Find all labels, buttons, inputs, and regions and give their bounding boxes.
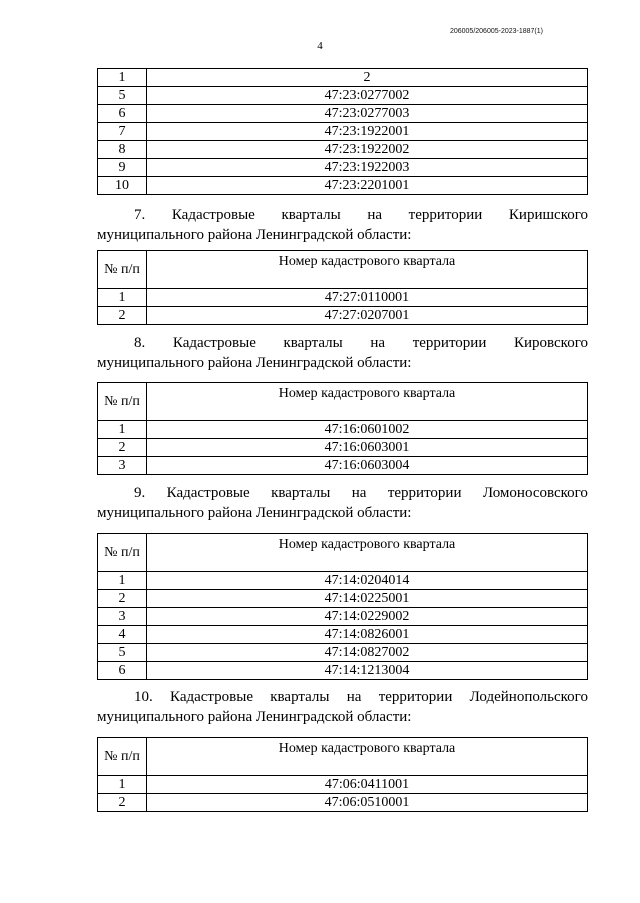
table-row: [98, 439, 588, 457]
cadastral-number: 47:23:1922003: [147, 159, 588, 177]
cadastral-number: 47:27:0110001: [147, 289, 588, 307]
row-number: 8: [98, 141, 147, 159]
cadastral-number: 47:16:0601002: [147, 421, 588, 439]
heading-word: на: [370, 335, 386, 351]
column-title-header: Номер кадастрового квартала: [147, 251, 588, 289]
row-number: 2: [98, 307, 147, 325]
table-header-row: [98, 534, 588, 572]
table-row: [98, 421, 588, 439]
heading-word: кварталы: [271, 485, 331, 501]
heading-word: территории: [408, 207, 483, 223]
cadastral-number: 47:23:0277002: [147, 87, 588, 105]
row-number: 2: [98, 439, 147, 457]
cadastral-number: 47:23:1922001: [147, 123, 588, 141]
table-row: [98, 590, 588, 608]
section-number: 7.: [134, 207, 146, 223]
row-number: 4: [98, 626, 147, 644]
heading-word: на: [346, 689, 362, 705]
heading-word: территории: [378, 689, 453, 705]
column-number-header: № п/п: [98, 383, 147, 421]
heading-word: Лодейнопольского: [469, 689, 588, 705]
row-number: 3: [98, 457, 147, 475]
table-row: [98, 776, 588, 794]
section-9-table: [97, 533, 588, 680]
heading-word: Кадастровые: [170, 689, 253, 705]
cadastral-number: 47:23:1922002: [147, 141, 588, 159]
column-number-header: № п/п: [98, 534, 147, 572]
column-number-header: № п/п: [98, 251, 147, 289]
table-header-row: [98, 69, 588, 87]
heading-word: кварталы: [283, 335, 343, 351]
heading-word: на: [351, 485, 367, 501]
heading-word: Кадастровые: [171, 207, 255, 223]
table-row: [98, 307, 588, 325]
cadastral-number: 47:16:0603004: [147, 457, 588, 475]
section-7-table: [97, 250, 588, 325]
table-row: [98, 662, 588, 680]
table-row: [98, 457, 588, 475]
section-9-heading: [97, 483, 588, 523]
heading-line-2: муниципального района Ленинградской области:: [97, 505, 412, 521]
column-number-header: № п/п: [98, 738, 147, 776]
table-header-row: [98, 383, 588, 421]
heading-word: на: [367, 207, 383, 223]
table-row: [98, 626, 588, 644]
row-number: 5: [98, 87, 147, 105]
heading-line-2: муниципального района Ленинградской области:: [97, 355, 412, 371]
heading-word: Кадастровые: [166, 485, 250, 501]
heading-word: территории: [412, 335, 487, 351]
section-7-heading: [97, 205, 588, 245]
row-number: 2: [98, 590, 147, 608]
cadastral-number: 47:23:0277003: [147, 105, 588, 123]
row-number: 2: [98, 794, 147, 812]
column-title-header: Номер кадастрового квартала: [147, 534, 588, 572]
table-header-row: [98, 251, 588, 289]
table-row: [98, 87, 588, 105]
page-number: 4: [317, 40, 323, 52]
section-10-heading: [97, 687, 588, 727]
table-row: [98, 141, 588, 159]
continued-table: [97, 68, 588, 195]
cadastral-number: 47:14:0225001: [147, 590, 588, 608]
heading-word: кварталы: [281, 207, 341, 223]
table-row: [98, 608, 588, 626]
row-number: 1: [98, 289, 147, 307]
section-8-table: [97, 382, 588, 475]
heading-line-2: муниципального района Ленинградской области:: [97, 227, 412, 243]
table-row: [98, 177, 588, 195]
table-row: [98, 572, 588, 590]
cadastral-number: 47:06:0411001: [147, 776, 588, 794]
heading-word: территории: [387, 485, 462, 501]
table-row: [98, 289, 588, 307]
cadastral-number: 47:14:1213004: [147, 662, 588, 680]
row-number: 1: [98, 776, 147, 794]
table-row: [98, 644, 588, 662]
cadastral-number: 47:14:0826001: [147, 626, 588, 644]
cadastral-number: 47:06:0510001: [147, 794, 588, 812]
section-number: 10.: [134, 689, 153, 705]
heading-word: Кадастровые: [172, 335, 256, 351]
section-number: 8.: [134, 335, 146, 351]
table-row: [98, 105, 588, 123]
cadastral-number: 47:16:0603001: [147, 439, 588, 457]
row-number: 6: [98, 662, 147, 680]
row-number: 6: [98, 105, 147, 123]
table-header-row: [98, 738, 588, 776]
column-title-header: Номер кадастрового квартала: [147, 738, 588, 776]
row-number: 5: [98, 644, 147, 662]
section-number: 9.: [134, 485, 146, 501]
row-number: 1: [98, 572, 147, 590]
row-number: 7: [98, 123, 147, 141]
heading-word: Ломоносовского: [482, 485, 588, 501]
table-row: [98, 794, 588, 812]
table-row: [98, 123, 588, 141]
heading-word: Кировского: [514, 335, 588, 351]
column-title-header: Номер кадастрового квартала: [147, 383, 588, 421]
section-8-heading: [97, 333, 588, 373]
cadastral-number: 47:27:0207001: [147, 307, 588, 325]
table-row: [98, 159, 588, 177]
cadastral-number: 47:14:0827002: [147, 644, 588, 662]
column-value-header: 2: [147, 69, 588, 87]
cadastral-number: 47:14:0229002: [147, 608, 588, 626]
heading-word: кварталы: [270, 689, 330, 705]
cadastral-number: 47:23:2201001: [147, 177, 588, 195]
row-number: 1: [98, 421, 147, 439]
section-10-table: [97, 737, 588, 812]
heading-word: Киришского: [508, 207, 588, 223]
heading-line-2: муниципального района Ленинградской области:: [97, 709, 412, 725]
row-number: 9: [98, 159, 147, 177]
row-number: 3: [98, 608, 147, 626]
row-number: 10: [98, 177, 147, 195]
column-number-header: 1: [98, 69, 147, 87]
cadastral-number: 47:14:0204014: [147, 572, 588, 590]
document-id: 206005/206005-2023-1887(1): [449, 28, 543, 35]
